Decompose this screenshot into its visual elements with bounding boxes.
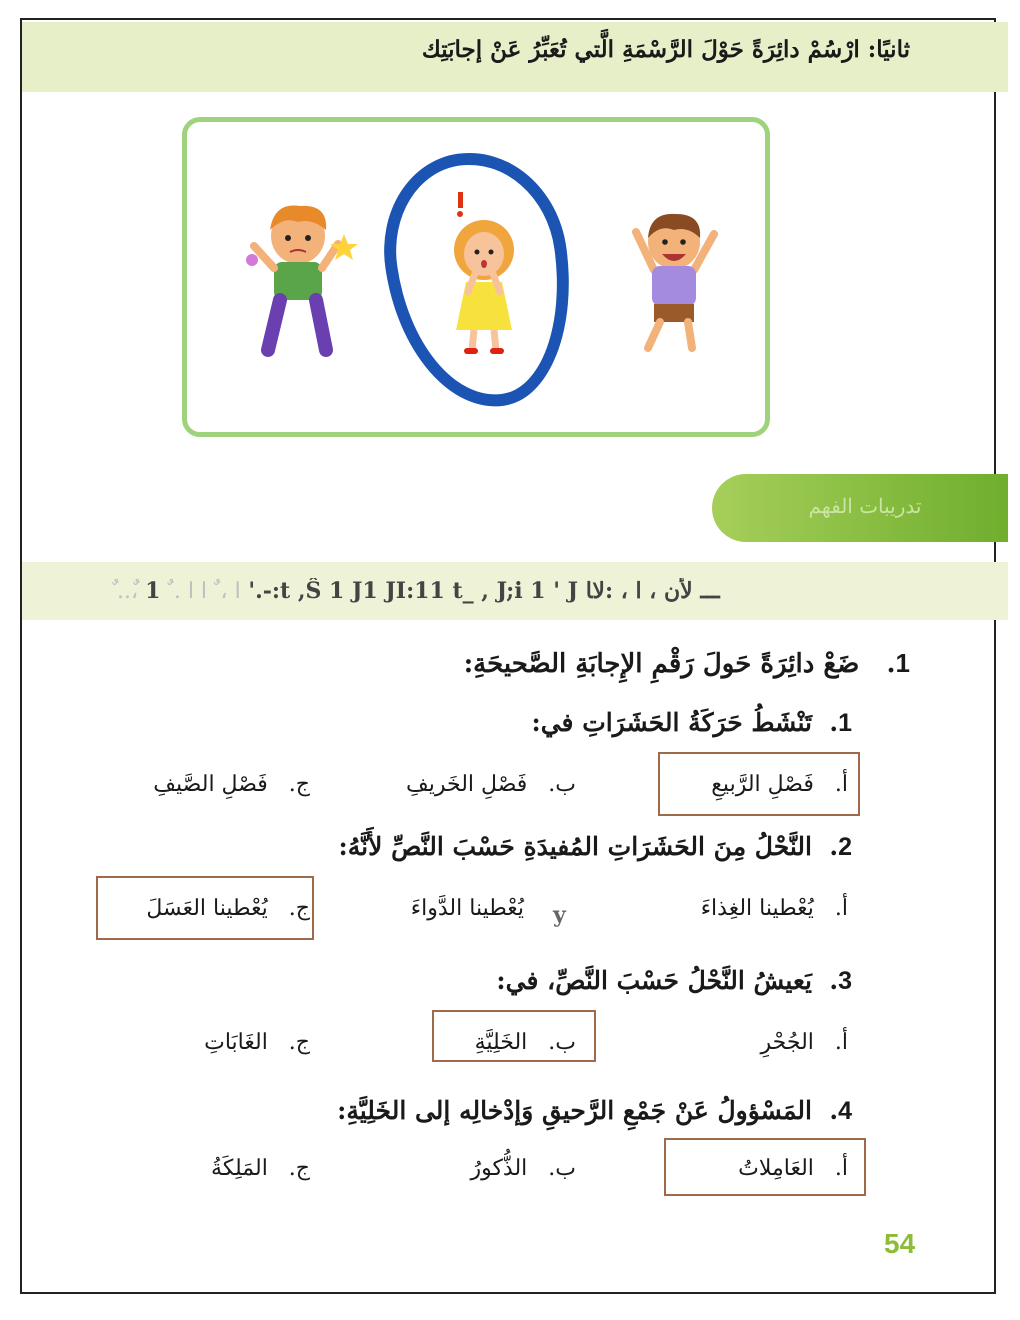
answer-box-item-4 (664, 1138, 866, 1196)
page-number: 54 (884, 1228, 916, 1259)
garbled-faint-text: ٌ ..،ٌ ا ، ٌ ا ا . ٌ (110, 579, 241, 604)
item-1-text: تَنْشَطُ حَرَكَةُ الحَشَرَاتِ في: (531, 708, 812, 737)
item-3-option-c: ج. الغَابَاتِ (204, 1030, 310, 1055)
item-1-option-a: أ. فَصْلِ الرَّبيعِ (711, 772, 848, 797)
item-2-option-a: أ. يُعْطينا الغِذاءَ (700, 896, 848, 921)
item-2-option-c: ج. يُعْطينا العَسَلَ (146, 896, 310, 921)
section-pill-label: تدريبات الفهم (808, 494, 922, 518)
item-1-question: 1. تَنْشَطُ حَرَكَةُ الحَشَرَاتِ في: (531, 708, 852, 737)
item-2-stray-mark: y (553, 902, 566, 928)
item-4-text: المَسْؤولُ عَنْ جَمْعِ الرَّحيقِ وَإدْخالِه إلى الخَلِيَّةِ: (337, 1096, 812, 1125)
item-1-option-c: ج. فَصْلِ الصَّيفِ (153, 772, 310, 797)
item-3-question: 3. يَعيشُ النَّحْلُ حَسْبَ النَّصِّ، في: (496, 966, 852, 995)
item-4-option-b: ب. الذُّكورُ (470, 1156, 576, 1181)
question-1-number: 1 (895, 648, 910, 678)
section-pill (712, 474, 1008, 542)
item-3-text: يَعيشُ النَّحْلُ حَسْبَ النَّصِّ، في: (496, 966, 812, 995)
item-1-option-b: ب. فَصْلِ الخَريفِ (405, 772, 576, 797)
item-2-text: النَّحْلُ مِنَ الحَشَرَاتِ المُفيدَةِ حَسْبَ النَّصِّ لأَنَّهُ: (338, 832, 812, 861)
item-4-number: 4 (838, 1097, 852, 1125)
garbled-instruction-line (110, 578, 908, 604)
worried-boy-illustration (240, 196, 358, 362)
item-4-option-a: أ. العَامِلاتُ (738, 1156, 848, 1181)
item-2-number: 2 (838, 833, 852, 861)
item-3-number: 3 (838, 967, 852, 995)
item-4-question: 4. المَسْؤولُ عَنْ جَمْعِ الرَّحيقِ وَإدْخالِه إلى الخَلِيَّةِ: (337, 1096, 852, 1125)
answer-box-item-3 (432, 1010, 596, 1062)
happy-boy-illustration (618, 208, 730, 358)
item-2-option-b: يُعْطينا الدَّواءَ (410, 896, 524, 921)
exercise-title: ثانيًا: ارْسُمْ دائِرَةً حَوْلَ الرَّسْمَةِ الَّتي تُعَبِّرُ عَنْ إجابَتِك (421, 36, 910, 63)
question-1-heading: 1. ضَعْ دائِرَةً حَولَ رَقْمِ الإِجابَةِ الصَّحيحَةِ: (463, 648, 910, 679)
item-4-option-c: ج. المَلِكَةُ (211, 1156, 310, 1181)
item-3-option-a: أ. الجُحْرِ (760, 1030, 848, 1055)
question-1-text: ضَعْ دائِرَةً حَولَ رَقْمِ الإِجابَةِ الصَّحيحَةِ: (463, 649, 860, 679)
item-3-option-b: ب. الخَلِيَّةِ (474, 1030, 576, 1055)
answer-box-item-2 (96, 876, 314, 940)
item-2-question: 2. النَّحْلُ مِنَ الحَشَرَاتِ المُفيدَةِ حَسْبَ النَّصِّ لأَنَّهُ: (338, 832, 852, 861)
item-1-number: 1 (838, 709, 852, 737)
garbled-bold-text: 1 '.-:t ,Ŝ 1 J1 JI:11 t_ , J;i 1 ' J ـــ لأن ، ا ، :ﻻﺎ (145, 578, 720, 604)
answer-box-item-1 (658, 752, 860, 816)
